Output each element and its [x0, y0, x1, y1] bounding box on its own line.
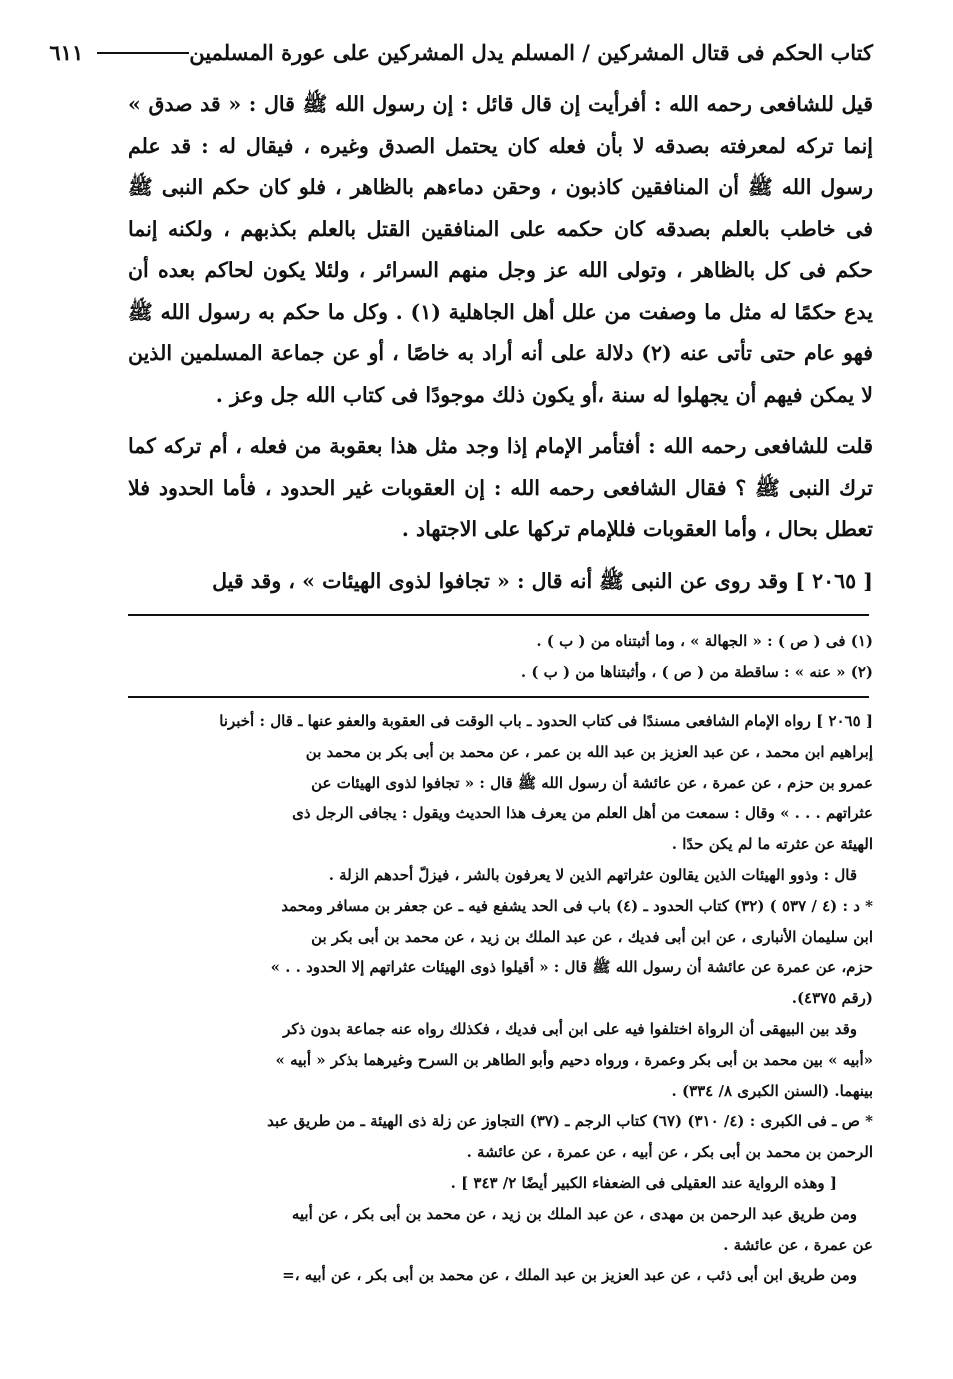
takhrij-footnotes: [128, 706, 873, 1291]
header-dash: [97, 52, 189, 54]
takhrij-line: «أبيه » بين محمد بن أبى بكر وعمرة ، ورواه دحيم وأبو الطاهر بن السرح وغيرهما بذكر « أبيه »: [275, 1050, 873, 1069]
text-line: قيل للشافعى رحمه الله : أفرأيت إن قال قائل : إن رسول الله ﷺ قال : « قد: [200, 92, 874, 116]
takhrij-line: ابن سليمان الأنبارى ، عن ابن أبى فديك ، عن عبد الملك بن زيد ، عن محمد بن أبى بكر بن: [311, 927, 873, 946]
page-number: ٦١١: [49, 40, 84, 65]
text-line: [ ٢٠٦٥ ] وقد روى عن النبى ﷺ أنه قال : « تجافوا لذوى الهيئات » ، وقد قيل: [212, 568, 873, 593]
takhrij-line: عثراتهم . . . » وقال : سمعت من أهل العلم من يعرف هذا الحديث ويقول : يجافى الرجل ذى: [292, 804, 873, 823]
takhrij-line: وقد بين البيهقى أن الرواة اختلفوا فيه على ابن أبى فديك ، فكذلك رواه عنه جماعة بدون ذكر: [283, 1019, 857, 1038]
takhrij-line: عن عمرة ، عن عائشة .: [723, 1235, 873, 1254]
takhrij-line: * د : (٤ / ٥٣٧ ) (٣٢) كتاب الحدود ـ (٤) باب فى الحد يشفع فيه ـ عن جعفر بن مسافر ومحمد: [281, 896, 873, 915]
running-header: [49, 38, 873, 68]
takhrij-line: (رقم ٤٣٧٥).: [791, 989, 873, 1008]
variant-footnotes: [128, 626, 873, 688]
text-line: فلا تعطل بحال ، وأما العقوبات فللإمام تركها على الاجتهاد .: [128, 475, 873, 541]
text-line: يدع حكمًا له مثل ما وصفت من علل أهل الجاهلية (١) . وكل ما حكم به رسول الله: [160, 299, 873, 324]
main-text: [128, 84, 873, 602]
takhrij-line: الرحمن بن محمد بن أبى بكر ، عن أبيه ، عن عمرة ، عن عائشة .: [466, 1143, 873, 1162]
takhrij-line: بينهما. (السنن الكبرى ٨/ ٣٣٤) .: [671, 1081, 873, 1100]
paragraph-3: [128, 561, 873, 603]
footnote-rule-2: [128, 696, 869, 698]
text-line: علم رسول الله ﷺ أن المنافقين كاذبون ، وحقن دماءهم بالظاهر ، فلو كان حكم النبى: [128, 133, 873, 199]
text-line: كما ترك النبى ﷺ ؟ فقال الشافعى رحمه الله : إن العقوبات غير الحدود ، فأما الحدود: [128, 434, 873, 500]
takhrij-line: حزم، عن عمرة عن عائشة أن رسول الله ﷺ قال : « أقيلوا ذوى الهيئات عثراتهم إلا الحدود . . »: [270, 958, 873, 977]
footnote-2: (٢) « عنه » : ساقطة من ( ص ) ، وأثبتناها من ( ب ) .: [520, 663, 873, 681]
text-line: حكم فى كل بالظاهر ، وتولى الله عز وجل منهم السرائر ، ولئلا يكون لحاكم بعده أن: [128, 258, 873, 282]
takhrij-line: [ ٢٠٦٥ ] رواه الإمام الشافعى مسندًا فى كتاب الحدود ـ باب الوقت فى العقوبة والعفو عنها ـ قال : أخبرنا: [219, 712, 873, 730]
text-line: ﷺ فهو عام حتى تأتى عنه (٢) دلالة على أنه أراد به خاصًا ، أو عن جماعة المسلمين: [128, 299, 873, 365]
takhrij-line: * ص ـ فى الكبرى : (٤/ ٣١٠) (٦٧) كتاب الرجم ـ (٣٧) التجاوز عن زلة ذى الهيئة ـ من طريق عبد: [267, 1112, 873, 1131]
takhrij-line: عمرو بن حزم ، عن عمرة ، عن عائشة أن رسول الله ﷺ قال : « تجافوا لذوى الهيئات عن: [311, 773, 873, 792]
text-line: قلت للشافعى رحمه الله : أفتأمر الإمام إذا وجد مثل هذا بعقوبة من فعله ، أم تركه: [163, 434, 873, 458]
text-line: صدق » إنما تركه لمعرفته بصدقه لا بأن فعله كان يحتمل الصدق وغيره ، فيقال له : قد: [128, 92, 874, 158]
takhrij-line: ومن طريق ابن أبى ذئب ، عن عبد العزيز بن عبد الملك ، عن محمد بن أبى بكر ، عن أبيه ،=: [282, 1266, 857, 1285]
text-line: ﷺ فى خاطب بالعلم بصدقه كان حكمه على المنافقين القتل بالعلم بكذبهم ، ولكنه إنما: [128, 175, 873, 241]
footnote-1: (١) فى ( ص ) : « الجهالة » ، وما أثبتناه من ( ب ) .: [536, 632, 873, 650]
takhrij-line: إبراهيم ابن محمد ، عن عبد العزيز بن عبد الله بن عمر ، عن محمد بن أبى بكر بن محمد بن: [305, 742, 873, 761]
text-line: الذين لا يمكن فيهم أن يجهلوا له سنة ،أو يكون ذلك موجودًا فى كتاب الله جل وعز .: [128, 341, 873, 407]
header-title: كتاب الحكم فى قتال المشركين / المسلم يدل المشركين على عورة المسلمين: [189, 40, 873, 65]
takhrij-line: قال : وذوو الهيئات الذين يقالون عثراتهم الذين لا يعرفون بالشر ، فيزلّ أحدهم الزلة .: [328, 865, 857, 884]
takhrij-line: الهيئة عن عثرته ما لم يكن حدًا .: [671, 835, 873, 854]
footnote-rule-1: [128, 614, 869, 616]
page-number-block: [49, 38, 189, 68]
paragraph-2: [128, 426, 873, 551]
takhrij-line: ومن طريق عبد الرحمن بن مهدى ، عن عبد الملك بن زيد ، عن محمد بن أبى بكر ، عن أبيه: [291, 1204, 857, 1223]
paragraph-1: [128, 84, 873, 416]
takhrij-line: [ وهذه الرواية عند العقيلى فى الضعفاء الكبير أيضًا ٢/ ٣٤٣ ] .: [450, 1173, 837, 1192]
